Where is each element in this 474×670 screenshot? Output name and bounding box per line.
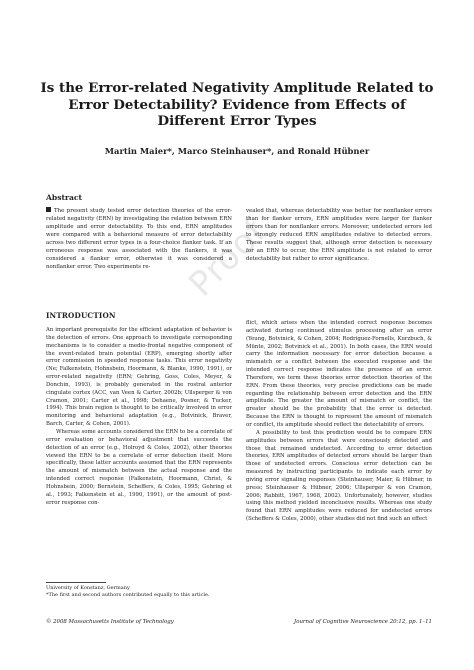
- footnote-divider: [46, 582, 106, 583]
- body-paragraph: An important prerequisite for the efficient adaptation of behavior is the detection of errors. One approach to investigate corresponding mechanisms is to consider a medio-frontal negative component of the event-related brain potential (ERP), emerging shortly after error commission in speeded response tasks. This error negativity (Ne; Falkenstein, Hohnsbein, Hoormann, & Blanke, 1990, 1991), or error-related negativity (ERN; Gehring, Goss, Coles, Meyer, & Donchin, 1993), is probably generated in the rostral anterior cingulate cortex (ACC, van Veen & Carter, 2002b; Ullsperger & von Cramon, 2001; Carter et al., 1998; Dehaene, Posner, & Tucker, 1994). This brain region is thought to be critically involved in error monitoring and behavioral adaptation (e.g., Botvinick, Braver, Barch, Carter, & Cohen, 2001).: [46, 327, 232, 428]
- affiliation-footnote: University of Konstanz, Germany: [46, 585, 130, 591]
- copyright-footer: © 2008 Massachusetts Institute of Technology: [46, 619, 174, 625]
- author-list: Martin Maier*, Marco Steinhauser*, and Ronald Hübner: [104, 146, 370, 156]
- footnotes: [46, 585, 232, 600]
- equal-contribution-footnote: *The first and second authors contributed equally to this article.: [46, 592, 210, 599]
- abstract-left-body: The present study tested error detection theories of the error-related negativity (ERN) by investigating the relation between ERN amplitude and error detectability. To this end, ERN amplitudes were compared with a behavioral measure of error detectability across two different error types in a four-choice flanker task. If an erroneous response was associated with the flankers, it was considered a flanker error, otherwise it was considered a nonflanker error. Two experiments re-: [46, 208, 232, 270]
- abstract-heading: Abstract: [46, 193, 83, 202]
- proof-watermark: Proof: [181, 211, 275, 305]
- article-title: Is the Error-related Negativity Amplitude Related to Error Detectability? Evidence from Effects of Different Error Types: [40, 80, 434, 129]
- introduction-heading: INTRODUCTION: [46, 311, 116, 320]
- square-bullet-icon: [46, 207, 51, 212]
- body-paragraph: A possibility to test this prediction would be to compare ERN amplitudes between errors that were consciously detected and those that remained undetected. According to error detection theories, ERN amplitudes of detected errors should be larger than those of undetected errors. Conscious error detection can be measured by instructing participants to indicate each error by giving error signaling responses (Steinhauser, Maier, & Hübner, in press; Steinhauser & Hübner, 2006; Ullsperger & von Cramon, 2006; Rabbitt, 1967, 1968, 2002). Unfortunately, however, studies using this method yielded inconclusive results. Whereas one study found that ERN amplitudes were reduced for undetected errors (Scheffers & Coles, 2000), other studies did not find such an effect: [246, 429, 432, 523]
- journal-citation-footer: Journal of Cognitive Neuroscience 20:12, pp. 1–11: [294, 619, 432, 625]
- body-column-left: [46, 327, 232, 507]
- abstract-column-right: [246, 207, 432, 263]
- body-paragraph: flict, which arises when the intended correct response becomes activated during continued stimulus processing after an error (Yeung, Botvinick, & Cohen, 2004; Rodriguez-Fornells, Kurzbuch, & Münte, 2002; Botvinick et al., 2001). In both cases, the ERN would carry the information necessary for error detection because a mismatch or a conflict between the executed response and the intended correct response indicates the presence of an error. Therefore, we term these theories error detection theories of the ERN. From these theories, very precise predictions can be made regarding the relationship between error detection and the ERN amplitude. The greater the amount of mismatch or conflict, the greater should be the probability that the error is detected. Because the ERN is thought to represent the amount of mismatch or conflict, its amplitude should reflect the detectability of errors.: [246, 320, 432, 428]
- body-column-right: [246, 320, 432, 524]
- abstract-text-right: vealed that, whereas detectability was better for nonflanker errors than for flanker errors, ERN amplitudes were larger for flanker errors than for nonflanker errors. Moreover, undetected errors led to strongly reduced ERN amplitudes relative to detected errors. These results suggest that, although error detection is necessary for an ERN to occur, the ERN amplitude is not related to error detectability but rather to error significance.: [246, 208, 432, 262]
- body-paragraph: Whereas some accounts considered the ERN to be a correlate of error evaluation or behavioral adjustment that succeeds the detection of an error (e.g., Holroyd & Coles, 2002), other theories viewed the ERN to be a correlate of error detection itself. More specifically, these latter accounts assumed that the ERN represents the amount of mismatch between the actual response and the intended correct response (Falkenstein, Hoormann, Christ, & Hohnsbein, 2000; Bernstein, Scheffers, & Coles, 1995; Gehring et al., 1993; Falkenstein et al., 1990, 1991), or the amount of post-error response con-: [46, 428, 232, 506]
